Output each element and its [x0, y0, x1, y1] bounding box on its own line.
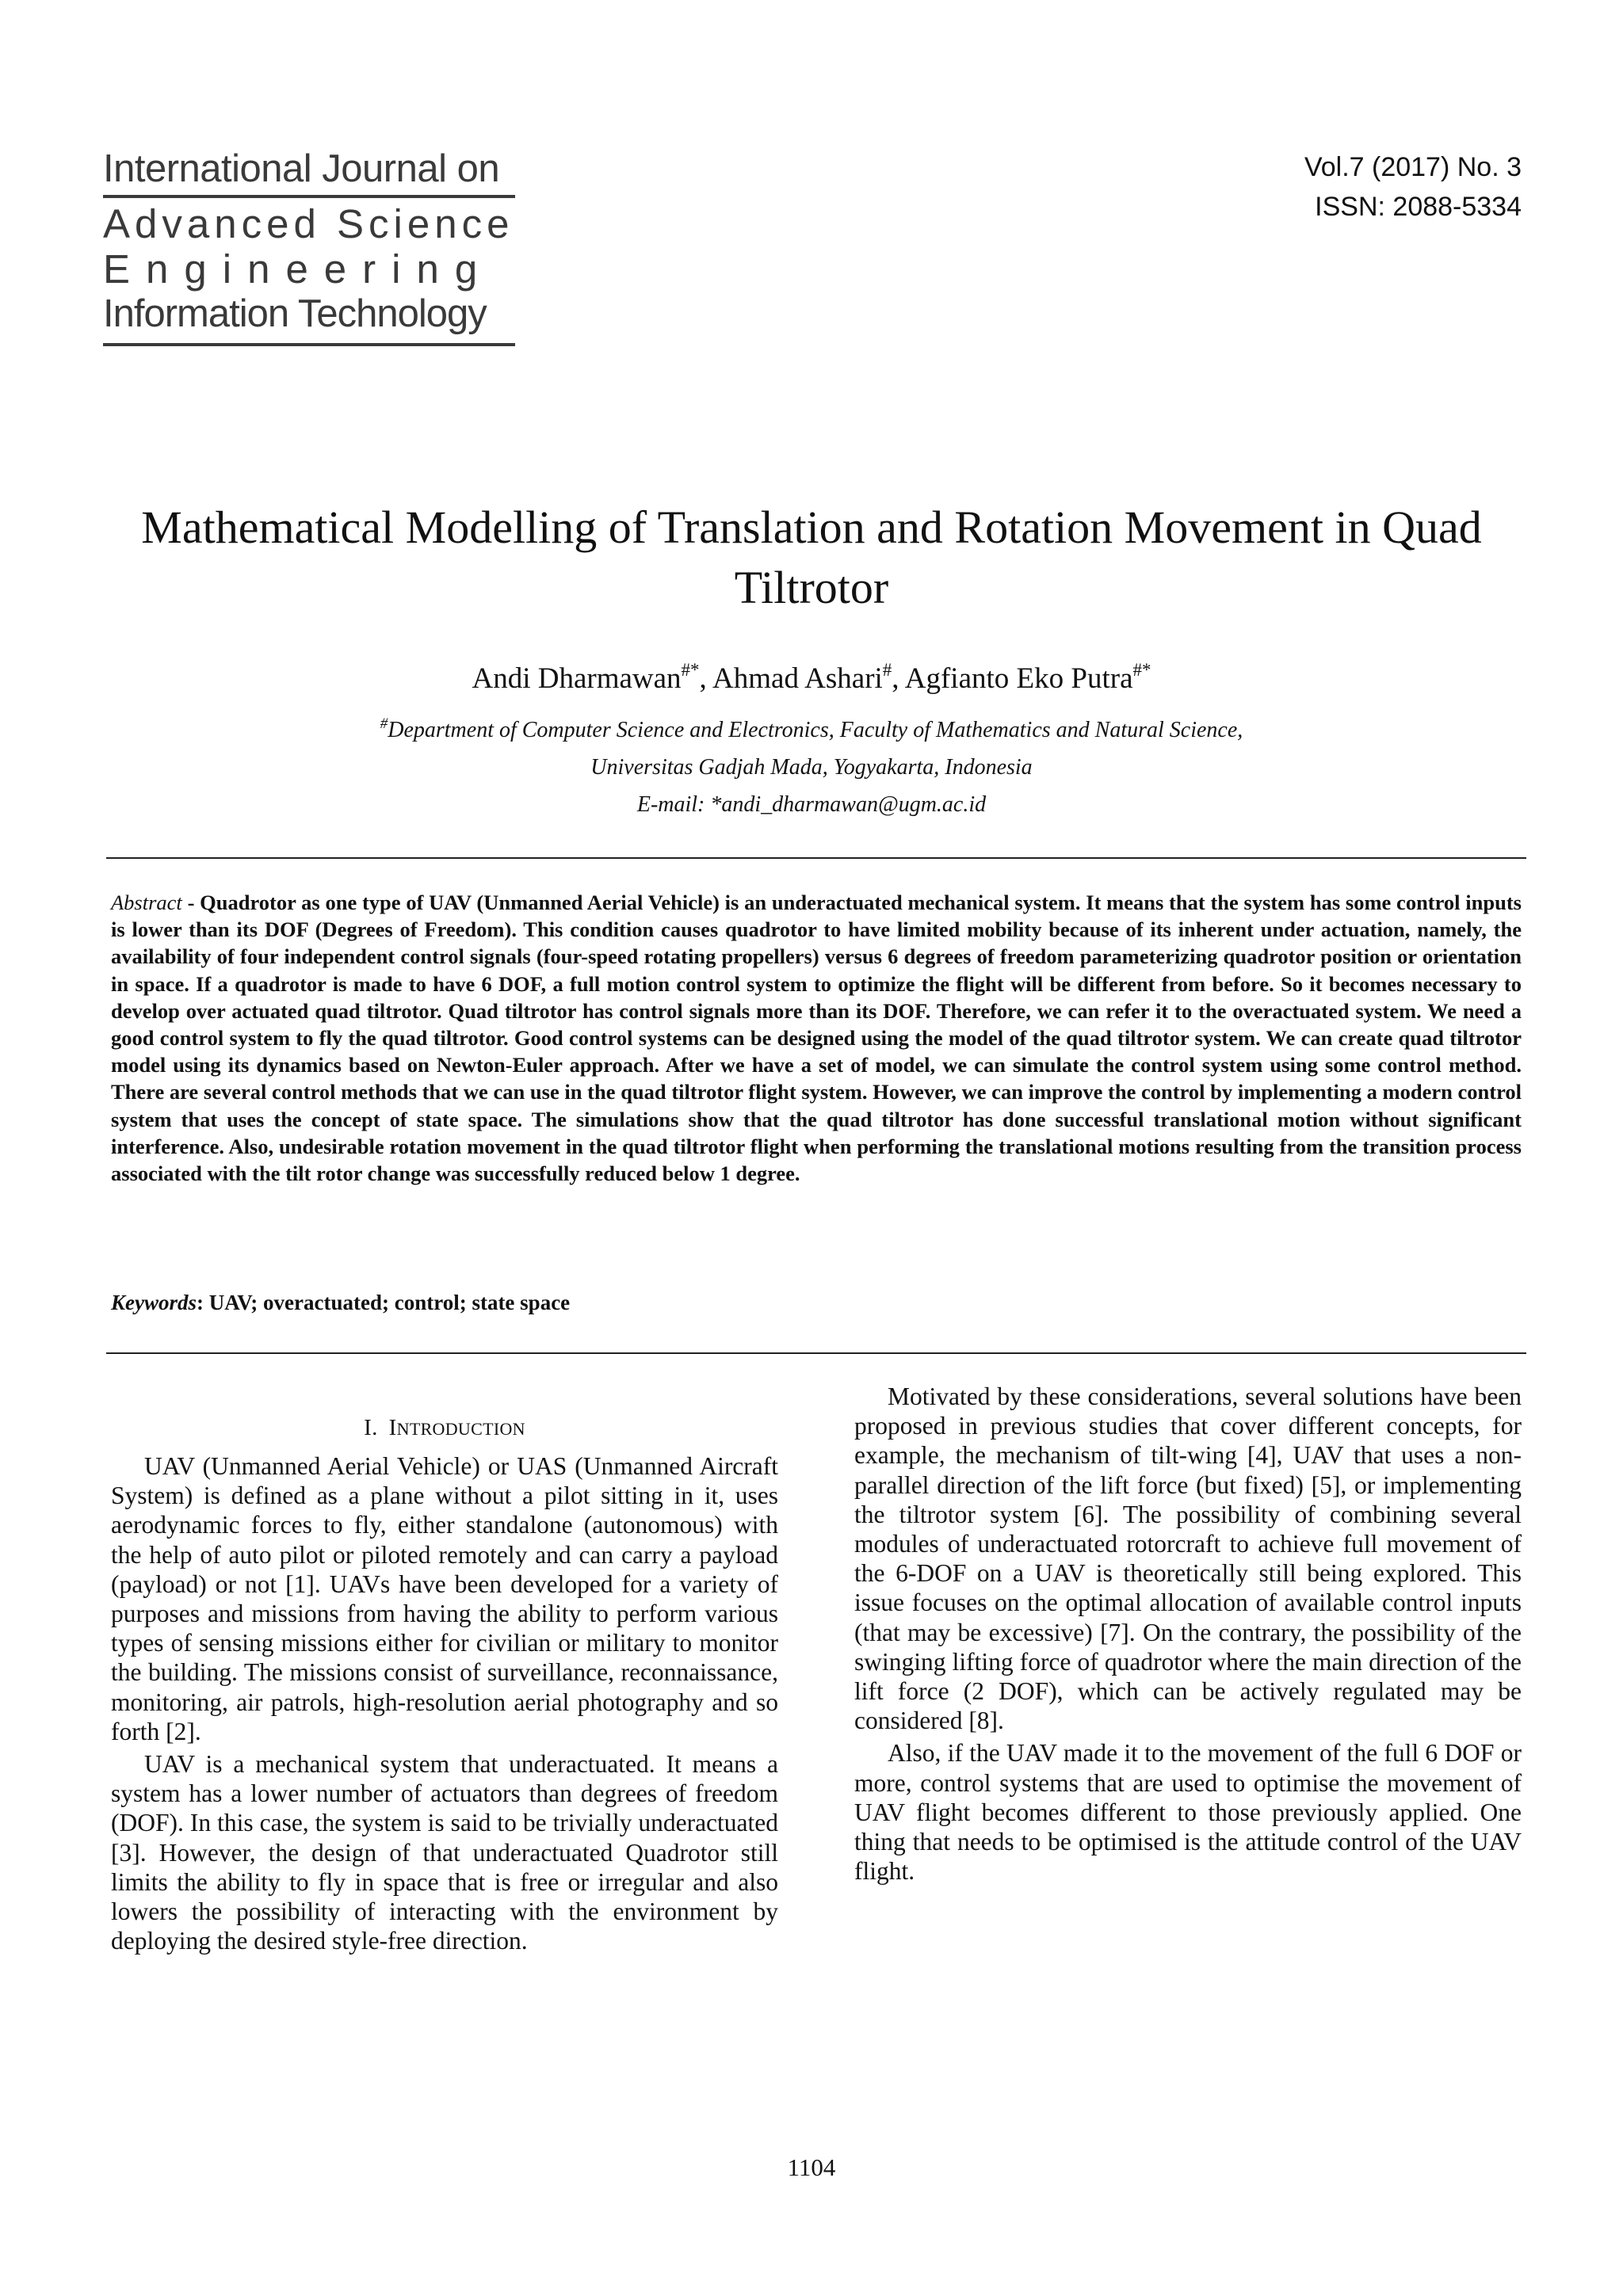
- abstract-text: - Quadrotor as one type of UAV (Unmanned Aerial Vehicle) is an underactuated mechanical system. It means that the system has some control inputs is lower than its DOF (Degrees of Freedom). This condition causes quadrotor to have limited mobility because of its inherent under actuation, namely, the availability of four independent control signals (four-speed rotating propellers) versus 6 degrees of freedom parameterizing quadrotor position or orientation in space. If a quadrotor is made to have 6 DOF, a full motion control system to optimize the flight will be different from before. So it becomes necessary to develop over actuated quad tiltrotor. Quad tiltrotor has control signals more than its DOF. Therefore, we can refer it to the overactuated system. We need a good control system to fly the quad tiltrotor. Good control systems can be designed using the model of the quad tiltrotor system. We can create quad tiltrotor model using its dynamics based on Newton-Euler approach. After we have a set of model, we can simulate the control system using some control method. There are several control methods that we can use in the quad tiltrotor flight system. However, we can improve the control by implementing a modern control system that uses the concept of state space. The simulations show that the quad tiltrotor has done successful translational motion without significant interference. Also, undesirable rotation movement in the quad tiltrotor flight when performing the translational motions resulting from the transition process associated with the tilt rotor change was successfully reduced below 1 degree.: [111, 891, 1522, 1186]
- keywords-label: Keywords: [111, 1291, 197, 1314]
- column-right: [854, 1382, 1522, 1886]
- author-list: Andi Dharmawan#*, Ahmad Ashari#, Agfianto Eko Putra#*: [472, 660, 1151, 695]
- divider-bottom: [106, 1352, 1526, 1354]
- volume-label: Vol.7 (2017) No. 3: [1304, 152, 1522, 182]
- journal-info: [1304, 147, 1522, 227]
- affiliation-block: [0, 711, 1623, 823]
- keywords: [111, 1289, 1522, 1316]
- affiliation-mark: #: [380, 715, 388, 732]
- column-left: [111, 1412, 778, 1955]
- paragraph: Also, if the UAV made it to the movement of the full 6 DOF or more, control systems that are used to optimise the movement of UAV flight becomes different to those previously applied. One thing that needs to be optimised is the attitude control of the UAV flight.: [854, 1739, 1522, 1886]
- author-marks: #*: [1132, 660, 1151, 680]
- affiliation-line: [0, 711, 1623, 749]
- paragraph: Motivated by these considerations, several solutions have been proposed in previous studies that cover different concepts, for example, the mechanism of tilt-wing [4], UAV that uses a non-parallel direction of the lift force (but fixed) [5], or implementing the tiltrotor system [6]. The possibility of combining several modules of underactuated rotorcraft to achieve full movement of the 6-DOF on a UAV is theoretically still being explored. This issue focuses on the optimal allocation of available control inputs (that may be excessive) [7]. On the contrary, the possibility of the swinging lifting force of quadrotor where the main direction of the lift force (2 DOF), which can be actively regulated may be considered [8].: [854, 1383, 1522, 1735]
- section-heading-rest: NTRODUCTION: [396, 1419, 525, 1439]
- author-marks: #: [882, 660, 892, 680]
- logo-rule-top: [103, 195, 515, 198]
- abstract-label: Abstract: [111, 891, 182, 914]
- paragraph: UAV (Unmanned Aerial Vehicle) or UAS (Unmanned Aircraft System) is defined as a plane without a pilot sitting in it, uses aerodynamic forces to fly, either standalone (autonomous) with the help of auto pilot or piloted remotely and can carry a payload (payload) or not [1]. UAVs have been developed for a variety of purposes and missions from having the ability to perform various types of sensing missions either for civilian or military to monitor the building. The missions consist of surveillance, reconnaissance, monitoring, air patrols, high-resolution aerial photography and so forth [2].: [111, 1452, 778, 1745]
- logo-line-2: Advanced Science: [103, 201, 514, 246]
- paper-title: Mathematical Modelling of Translation and Rotation Movement in Quad Tiltrotor: [141, 502, 1482, 613]
- abstract: [111, 889, 1522, 1187]
- author-name: Agfianto Eko Putra: [904, 662, 1133, 695]
- page-number: 1104: [787, 2153, 836, 2181]
- section-heading-initial: I: [388, 1415, 397, 1440]
- logo-line-3: Engineering: [103, 246, 494, 292]
- logo-line-1: International Journal on: [103, 147, 500, 190]
- divider-top: [106, 857, 1526, 859]
- issn-label: ISSN: 2088-5334: [1315, 192, 1522, 222]
- paragraph: UAV is a mechanical system that underactuated. It means a system has a lower number of actuators than degrees of freedom (DOF). In this case, the system is said to be trivially underactuated [3]. However, the design of that underactuated Quadrotor still limits the ability to fly in space that is free or irregular and also lowers the possibility of interacting with the environment by deploying the desired style-free direction.: [111, 1750, 778, 1955]
- section-heading: [111, 1412, 778, 1445]
- author-email: E-mail: *andi_dharmawan@ugm.ac.id: [636, 792, 987, 817]
- author-name: Ahmad Ashari: [712, 662, 883, 695]
- author-marks: #*: [681, 660, 700, 680]
- section-number: I.: [364, 1415, 378, 1440]
- author-name: Andi Dharmawan: [472, 662, 682, 695]
- affiliation-text: Department of Computer Science and Electronics, Faculty of Mathematics and Natural Science,: [388, 718, 1243, 742]
- journal-logo: [103, 146, 518, 346]
- logo-rule-bottom: [103, 343, 515, 346]
- keywords-text: : UAV; overactuated; control; state space: [197, 1291, 571, 1314]
- logo-line-4: Information Technology: [103, 292, 487, 335]
- affiliation-line: Universitas Gadjah Mada, Yogyakarta, Indonesia: [590, 755, 1033, 780]
